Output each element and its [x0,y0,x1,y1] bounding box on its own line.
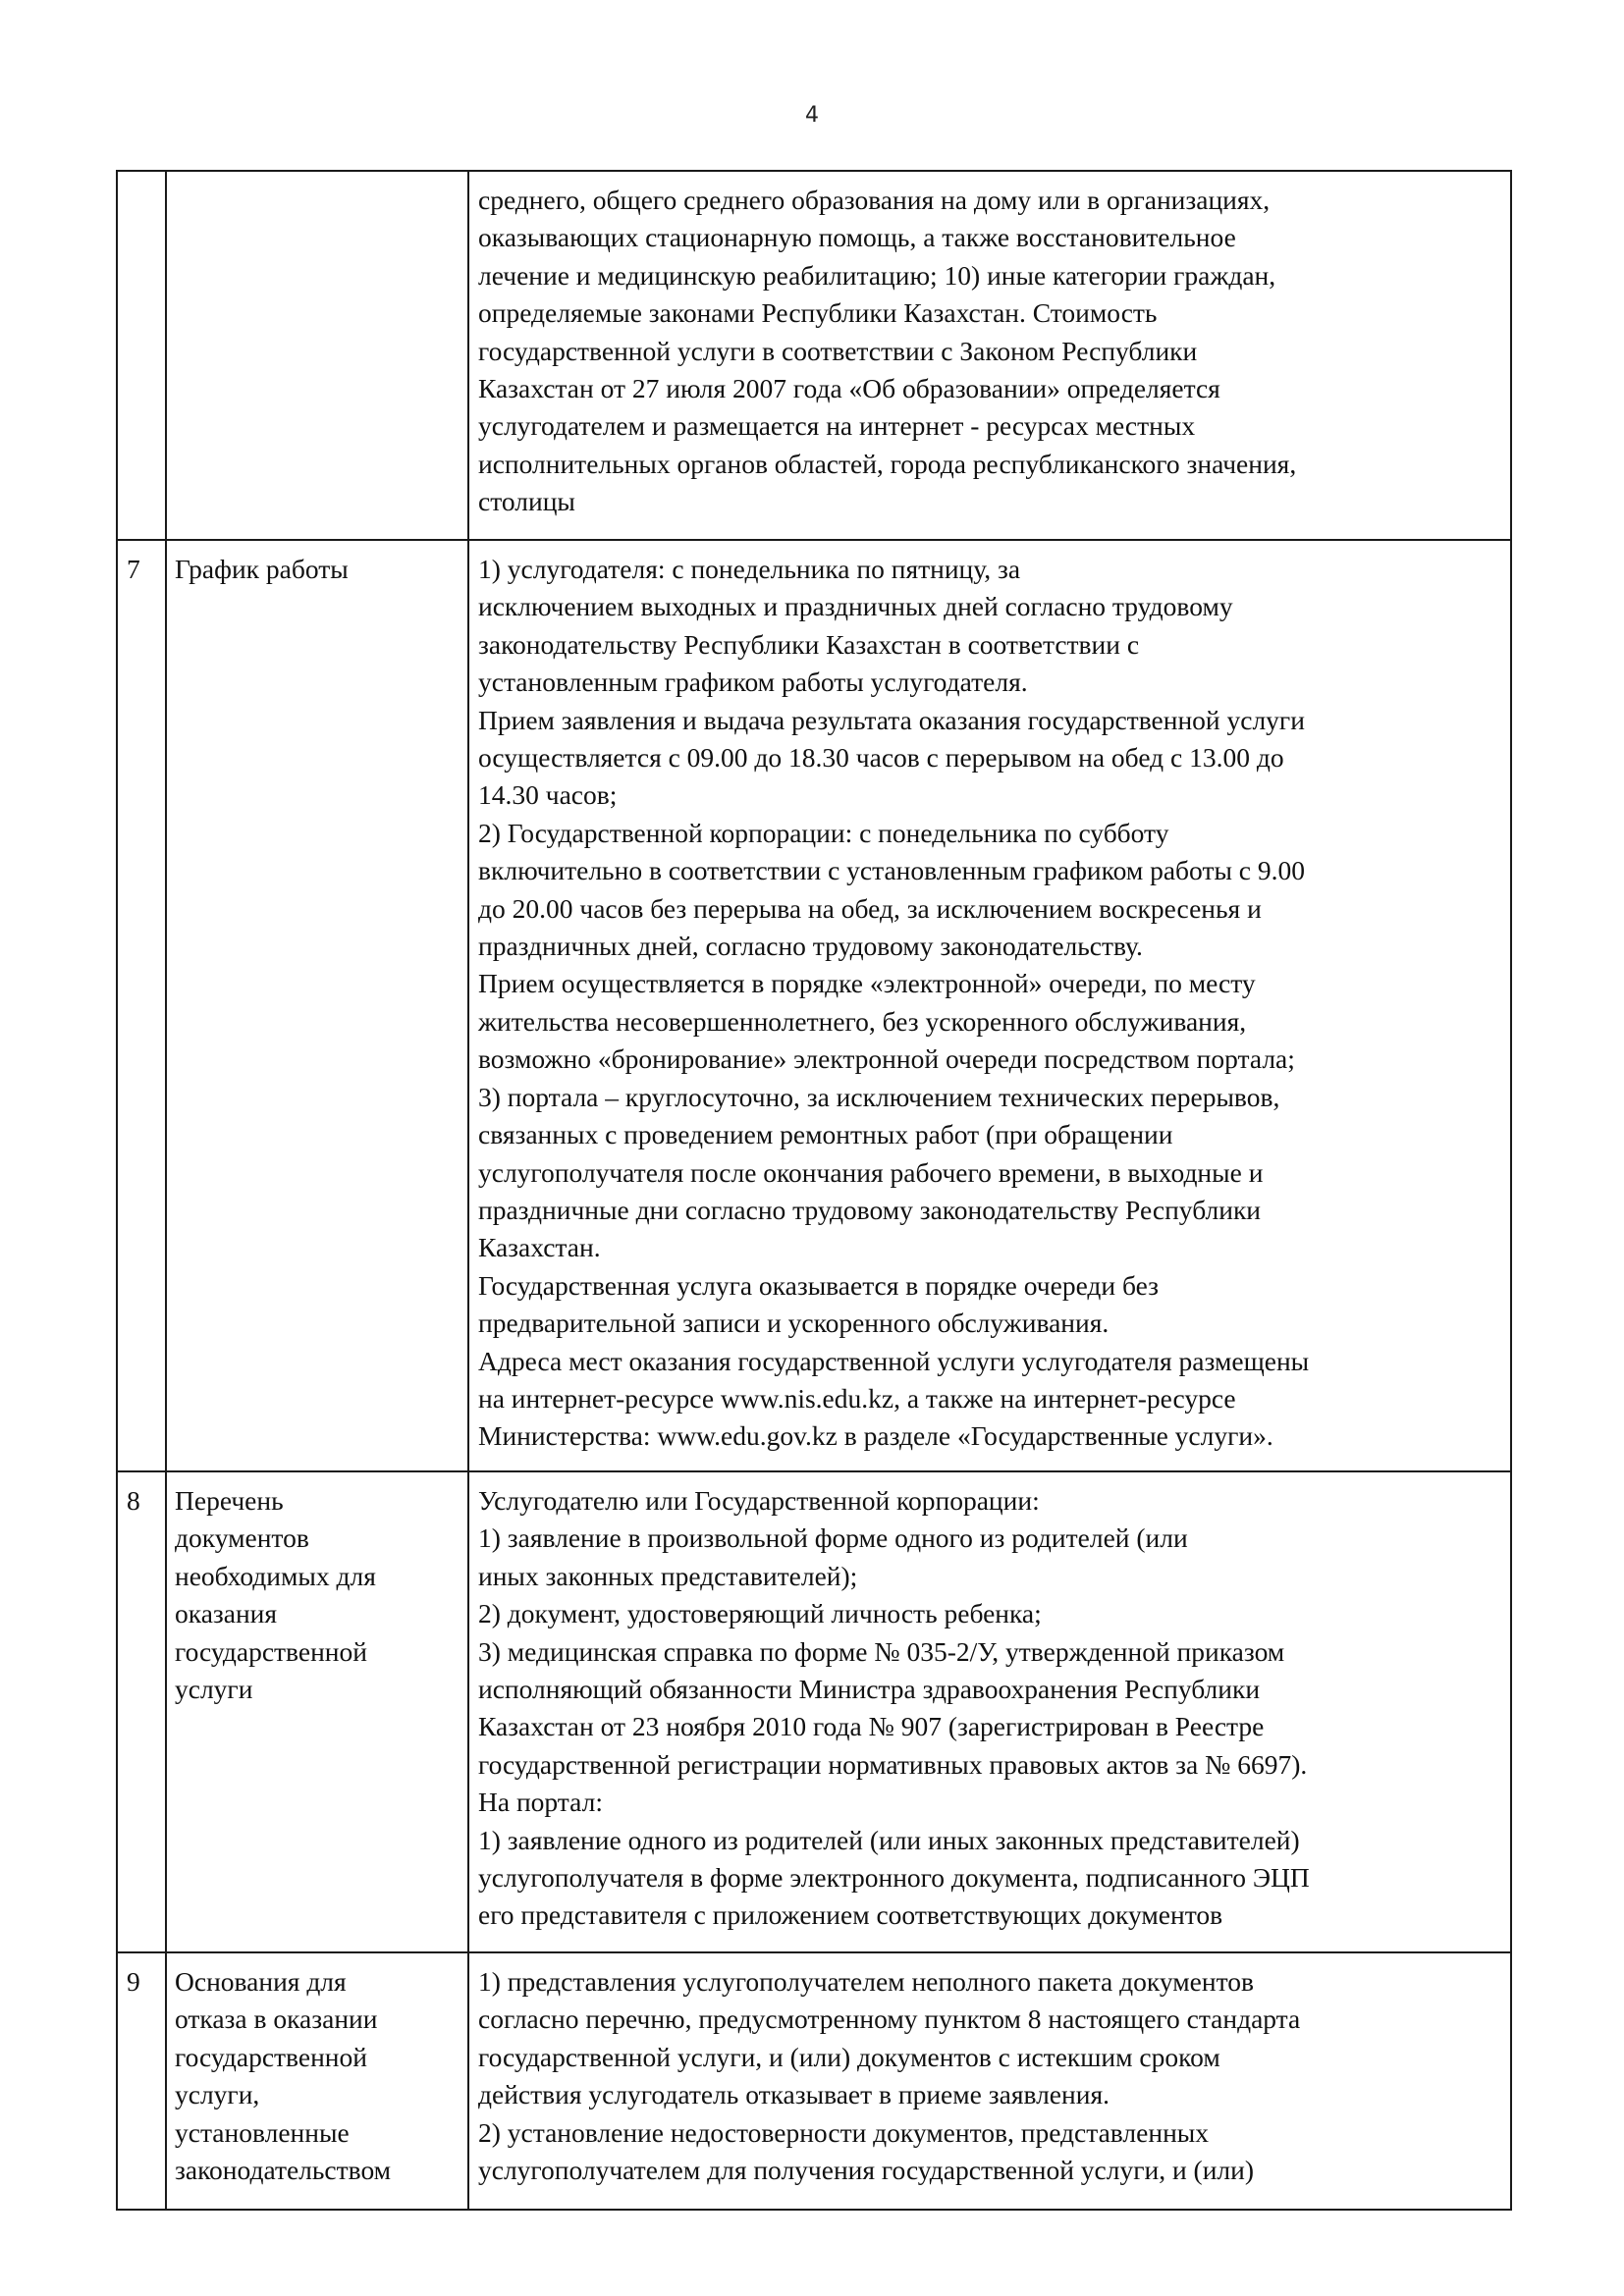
row-title-cell [166,1952,468,2210]
title-line: необходимых для [175,1560,376,1591]
text-line: Министерства: www.edu.gov.kz в разделе «Государственные услуги». [478,1420,1273,1452]
text-line: услугополучателя после окончания рабочего времени, в выходные и [478,1156,1264,1188]
text-line: государственной услуги, и (или) документов с истекшим сроком [478,2041,1220,2072]
text-line: возможно «бронирование» электронной очереди посредством портала; [478,1043,1295,1075]
text-line: на интернет-ресурсе www.nis.edu.kz, а также на интернет-ресурсе [478,1382,1236,1414]
service-standard-table [116,170,1512,2211]
text-line: исключением выходных и праздничных дней согласно трудовому [478,591,1233,622]
title-line: государственной [175,2041,367,2072]
row-number-cell: 7 [117,540,166,1471]
text-line: праздничные дни согласно трудовому законодательству Республики [478,1194,1262,1225]
text-line: иных законных представителей); [478,1560,858,1591]
text-line: Адреса мест оказания государственной услуги услугодателя размещены [478,1345,1310,1376]
row-content-cell [468,171,1511,540]
text-line: Казахстан от 27 июля 2007 года «Об образовании» определяется [478,373,1220,404]
text-line: 1) заявление одного из родителей (или иных законных представителей) [478,1824,1300,1855]
text-line: 1) заявление в произвольной форме одного из родителей (или [478,1522,1188,1554]
text-line: праздничных дней, согласно трудовому законодательству. [478,931,1143,962]
row-number-cell [117,171,166,540]
text-line: Казахстан от 23 ноября 2010 года № 907 (зарегистрирован в Реестре [478,1711,1265,1742]
text-line: 2) Государственной корпорации: с понедельника по субботу [478,817,1169,848]
text-line: государственной услуги в соответствии с Законом Республики [478,335,1198,366]
table-row-required-documents [117,1471,1511,1952]
title-line: отказа в оказании [175,2003,378,2035]
row-content-cell [468,1471,1511,1952]
text-line: услугодателем и размещается на интернет - ресурсах местных [478,410,1196,442]
text-line: Казахстан. [478,1232,601,1263]
text-line: предварительной записи и ускоренного обслуживания. [478,1308,1110,1339]
title-line: государственной [175,1635,367,1667]
table-row-refusal-grounds [117,1952,1511,2210]
text-line: 2) документ, удостоверяющий личность ребенка; [478,1598,1042,1629]
row-content-cell [468,540,1511,1471]
row-number-cell: 9 [117,1952,166,2210]
page-number: 4 [805,103,819,128]
text-line: связанных с проведением ремонтных работ (при обращении [478,1119,1173,1150]
text-line: услугополучателя в форме электронного документа, подписанного ЭЦП [478,1862,1310,1894]
row-number-cell: 8 [117,1471,166,1952]
text-line: 2) установление недостоверности документов, представленных [478,2116,1210,2148]
text-line: 1) услугодателя: с понедельника по пятницу, за [478,554,1021,584]
text-line: Прием осуществляется в порядке «электронной» очереди, по месту [478,968,1256,999]
text-line: до 20.00 часов без перерыва на обед, за исключением воскресенья и [478,892,1262,924]
text-line: определяемые законами Республики Казахстан. Стоимость [478,297,1158,329]
title-line: Перечень [175,1485,284,1516]
title-line: услуги, [175,2079,260,2110]
title-line: законодательством [175,2155,392,2186]
text-line: столицы [478,486,575,517]
text-line: исполняющий обязанности Министра здравоохранения Республики [478,1674,1261,1705]
text-line: оказывающих стационарную помощь, а также восстановительное [478,222,1236,253]
text-line: его представителя с приложением соответствующих документов [478,1899,1223,1931]
text-line: Услугодателю или Государственной корпорации: [478,1485,1040,1516]
text-line: услугополучателем для получения государственной услуги, и (или) [478,2155,1255,2186]
text-line: действия услугодатель отказывает в приеме заявления. [478,2079,1110,2110]
text-line: установленным графиком работы услугодателя. [478,667,1028,698]
text-line: лечение и медицинскую реабилитацию; 10) иные категории граждан, [478,259,1276,291]
table-row-work-schedule [117,540,1511,1471]
row-title-cell [166,1471,468,1952]
text-line: государственной регистрации нормативных правовых актов за № 6697). [478,1748,1308,1780]
text-line: среднего, общего среднего образования на дому или в организациях, [478,185,1271,215]
text-line: осуществляется с 09.00 до 18.30 часов с перерывом на обед с 13.00 до [478,742,1284,774]
row-title-cell [166,540,468,1471]
title-line: Основания для [175,1966,347,1997]
text-line: законодательству Республики Казахстан в соответствии с [478,628,1140,660]
title-line: График работы [175,554,349,584]
text-line: жительства несовершеннолетнего, без ускоренного обслуживания, [478,1005,1247,1037]
title-line: документов [175,1522,309,1554]
text-line: 14.30 часов; [478,779,618,811]
table-row-continuation [117,171,1511,540]
title-line: оказания [175,1598,278,1629]
text-line: включительно в соответствии с установленным графиком работы с 9.00 [478,855,1306,886]
text-line: Государственная услуга оказывается в порядке очереди без [478,1269,1160,1301]
text-line: 1) представления услугополучателем неполного пакета документов [478,1966,1254,1997]
text-line: согласно перечню, предусмотренному пунктом 8 настоящего стандарта [478,2003,1301,2035]
text-line: Прием заявления и выдача результата оказания государственной услуги [478,704,1305,735]
text-line: исполнительных органов областей, города республиканского значения, [478,448,1297,479]
row-content-cell [468,1952,1511,2210]
title-line: услуги [175,1674,253,1705]
text-line: 3) медицинская справка по форме № 035-2/У, утвержденной приказом [478,1635,1285,1667]
text-line: 3) портала – круглосуточно, за исключением технических перерывов, [478,1081,1280,1112]
row-title-cell [166,171,468,540]
text-line: На портал: [478,1787,603,1818]
title-line: установленные [175,2116,350,2148]
